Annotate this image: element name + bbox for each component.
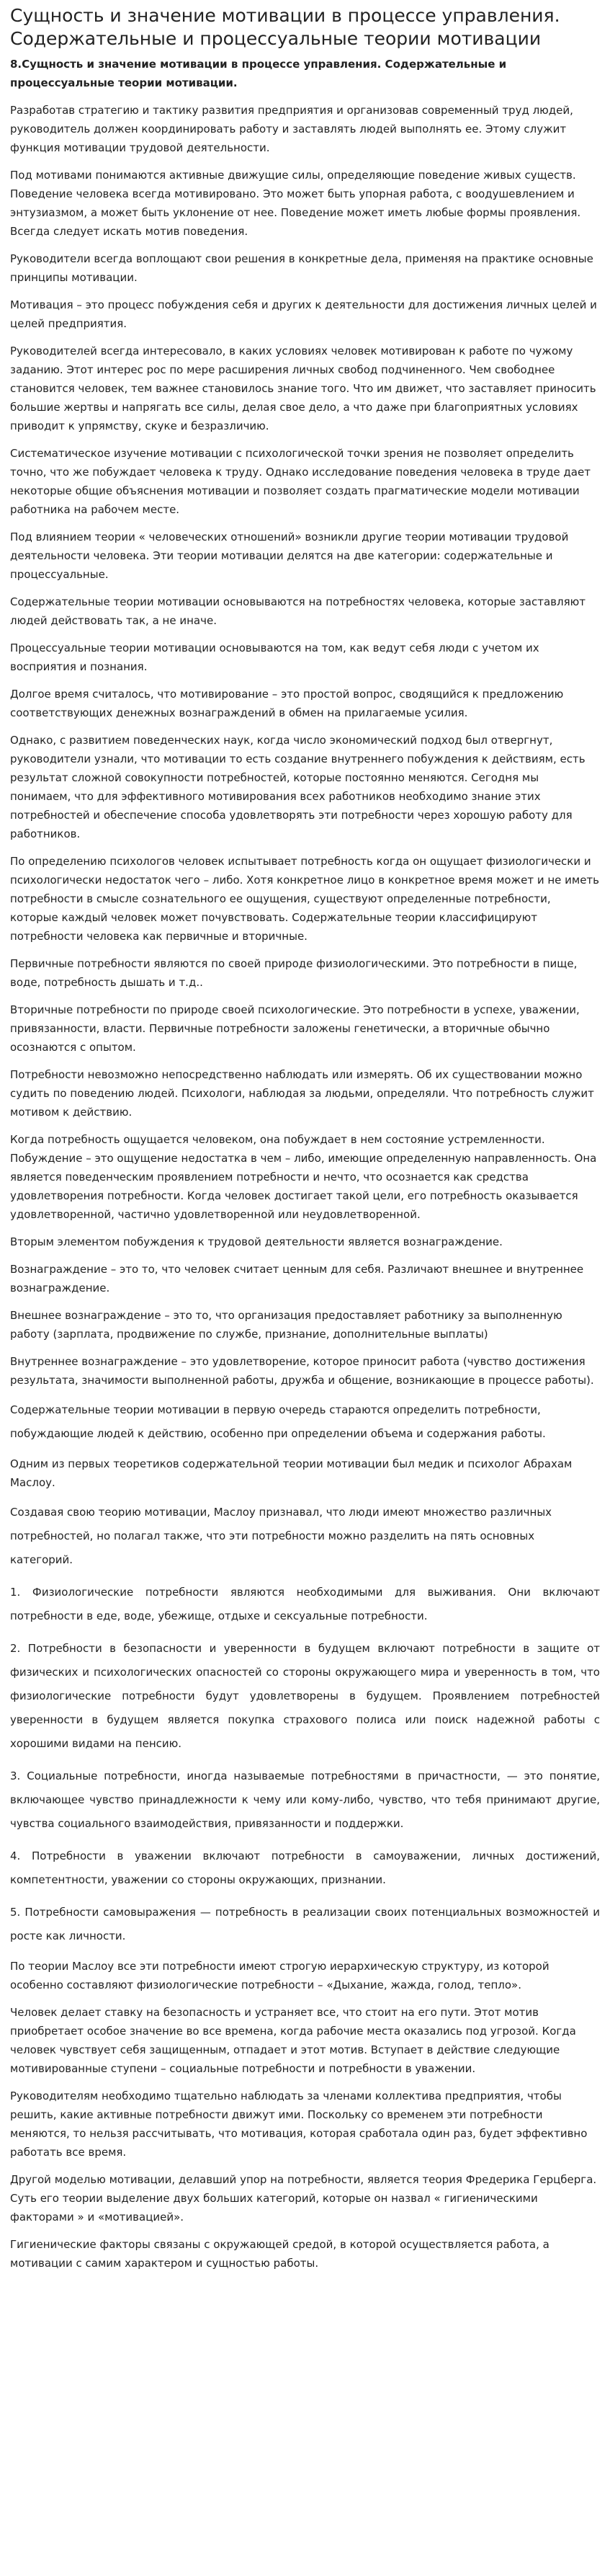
paragraph: Разработав стратегию и тактику развития предприятия и организовав современный труд людей, руководитель должен координировать работу и заставлять людей выполнять ее. Этому служит функция мотивации трудовой деятельности. [10,104,573,154]
list-item: 1. Физиологические потребности являются необходимыми для выживания. Они включают потребности в еде, воде, убежище, отдыхе и сексуальные потребности. [10,1586,600,1622]
paragraph: Процессуальные теории мотивации основываются на том, как ведут себя люди с учетом их восприятия и познания. [10,641,539,673]
paragraph: Вознаграждение – это то, что человек считает ценным для себя. Различают внешнее и внутреннее вознаграждение. [10,1263,584,1294]
paragraph: Под мотивами понимаются активные движущие силы, определяющие поведение живых существ. Поведение человека всегда мотивировано. Это может быть упорная работа, с воодушевлением и энтузиазмом, а может быть уклонение от нее. Поведение может иметь любые формы проявления. Всегда следует искать мотив поведения. [10,169,581,238]
paragraph: Другой моделью мотивации, делавший упор на потребности, является теория Фредерика Герцберга. Суть его теории выделение двух больших категорий, которые он назвал « гигиеническими факторами » и «мотивацией». [10,2173,597,2224]
paragraph: Мотивация – это процесс побуждения себя и других к деятельности для достижения личных целей и целей предприятия. [10,298,597,330]
paragraph: Первичные потребности являются по своей природе физиологическими. Это потребности в пище, воде, потребность дышать и т.д.. [10,957,578,989]
article-body [10,101,600,2273]
paragraph: По определению психологов человек испытывает потребность когда он ощущает физиологически и психологически недостаток чего – либо. Хотя конкретное лицо в конкретное время может и не иметь потребности в смысле сознательного ее ощущения, существуют определенные потребности, которые каждый человек может почувствовать. Содержательные теории классифицируют потребности человека как первичные и вторичные. [10,855,600,943]
paragraph: Долгое время считалось, что мотивирование – это простой вопрос, сводящийся к предложению соответствующих денежных вознаграждений в обмен на прилагаемые усилия. [10,688,564,719]
paragraph: Содержательные теории мотивации основываются на потребностях человека, которые заставляют людей действовать так, а не иначе. [10,595,586,627]
paragraph: Руководителям необходимо тщательно наблюдать за членами коллектива предприятия, чтобы решить, какие активные потребности движут ими. Поскольку со временем эти потребности меняются, то нельзя рассчитывать, что мотивация, которая сработала один раз, будет эффективно работать все время. [10,2089,588,2159]
list-item: 2. Потребности в безопасности и уверенности в будущем включают потребности в защите от физических и психологических опасностей со стороны окружающего мира и уверенность в том, что физиологические потребности будут удовлетворены в будущем. Проявлением потребностей уверенности в будущем является покупка страхового полиса или поиск надежной работы с хорошими видами на пенсию. [10,1642,600,1750]
page-title: Сущность и значение мотивации в процессе управления. Содержательные и процессуальные теории мотивации [10,5,560,49]
paragraph: Систематическое изучение мотивации с психологической точки зрения не позволяет определить точно, что же побуждает человека к труду. Однако исследование поведения человека в труде дает некоторые общие объяснения мотивации и позволяет создать прагматические модели мотивации работника на рабочем месте. [10,447,591,516]
paragraph: Потребности невозможно непосредственно наблюдать или измерять. Об их существовании можно судить по поведению людей. Психологи, наблюдая за людьми, определяли. Что потребность служит мотивом к действию. [10,1068,594,1119]
list-item: 3. Социальные потребности, иногда называемые потребностями в причастности, — это понятие, включающее чувство принадлежности к чему или кому-либо, чувство, что тебя принимают другие, чувства социального взаимодействия, привязанности и поддержки. [10,1769,600,1830]
paragraph: Руководители всегда воплощают свои решения в конкретные дела, применяя на практике основные принципы мотивации. [10,252,593,284]
paragraph: Вторым элементом побуждения к трудовой деятельности является вознаграждение. [10,1235,503,1248]
paragraph: Внешнее вознаграждение – это то, что организация предоставляет работнику за выполненную работу (зарплата, продвижение по службе, признание, дополнительные выплаты) [10,1309,562,1341]
paragraph: Под влиянием теории « человеческих отношений» возникли другие теории мотивации трудовой деятельности человека. Эти теории мотивации делятся на две категории: содержательные и процессуальные. [10,530,569,581]
paragraph: Содержательные теории мотивации в первую очередь стараются определить потребности, побуждающие людей к действию, особенно при определении объема и содержания работы. [10,1403,546,1440]
paragraph: Внутреннее вознаграждение – это удовлетворение, которое приносит работа (чувство достижения результата, значимости выполненной работы, дружба и общение, возникающие в процессе работы). [10,1355,594,1387]
paragraph: Когда потребность ощущается человеком, она побуждает в нем состояние устремленности. Побуждение – это ощущение недостатка в чем – либо, имеющие определенную направленность. Она является поведенческим проявлением потребности и нечто, что осознается как средства удовлетворения потребности. Когда человек достигает такой цели, его потребность оказывается удовлетворенной, частично удовлетворенной или неудовлетворенной. [10,1133,597,1221]
paragraph: Руководителей всегда интересовало, в каких условиях человек мотивирован к работе по чужому заданию. Этот интерес рос по мере расширения личных свобод подчиненного. Чем свободнее становится человек, тем важнее становилось знание того. Что им движет, что заставляет приносить большие жертвы и напрягать все силы, делая свое дело, а что даже при благоприятных условиях приводит к упрямству, скуке и безразличию. [10,345,596,432]
paragraph: Однако, с развитием поведенческих наук, когда число экономический подход был отвергнут, руководители узнали, что мотивации то есть создание внутреннего побуждения к действиям, есть результат сложной совокупности потребностей, которые постоянно меняются. Сегодня мы понимаем, что для эффективного мотивирования всех работников необходимо знание этих потребностей и обеспечение способа удовлетворять эти потребности через хорошую работу для работников. [10,734,586,840]
paragraph: Вторичные потребности по природе своей психологические. Это потребности в успехе, уважении, привязанности, власти. Первичные потребности заложены генетически, а вторичные обычно осознаются с опытом. [10,1003,580,1054]
paragraph: Одним из первых теоретиков содержательной теории мотивации был медик и психолог Абрахам Маслоу. [10,1457,573,1489]
list-item: 4. Потребности в уважении включают потребности в самоуважении, личных достижений, компетентности, уважении со стороны окружающих, признании. [10,1849,600,1886]
list-item: 5. Потребности самовыражения — потребность в реализации своих потенциальных возможностей и росте как личности. [10,1906,600,1942]
lead-heading: 8.Сущность и значение мотивации в процессе управления. Содержательные и процессуальные теории мотивации. [10,58,507,89]
paragraph: Гигиенические факторы связаны с окружающей средой, в которой осуществляется работа, а мотивации с самим характером и сущностью работы. [10,2238,550,2270]
paragraph: По теории Маслоу все эти потребности имеют строгую иерархическую структуру, из которой особенно составляют физиологические потребности – «Дыхание, жажда, голод, тепло». [10,1960,550,1991]
paragraph: Человек делает ставку на безопасность и устраняет все, что стоит на его пути. Этот мотив приобретает особое значение во все времена, когда рабочие места оказались под угрозой. Когда человек чувствует себя защищенным, отпадает и этот мотив. Вступает в действие следующие мотивированные ступени – социальные потребности и потребности в уважении. [10,2006,576,2075]
paragraph: Создавая свою теорию мотивации, Маслоу признавал, что люди имеют множество различных потребностей, но полагал также, что эти потребности можно разделить на пять основных категорий. [10,1506,552,1566]
